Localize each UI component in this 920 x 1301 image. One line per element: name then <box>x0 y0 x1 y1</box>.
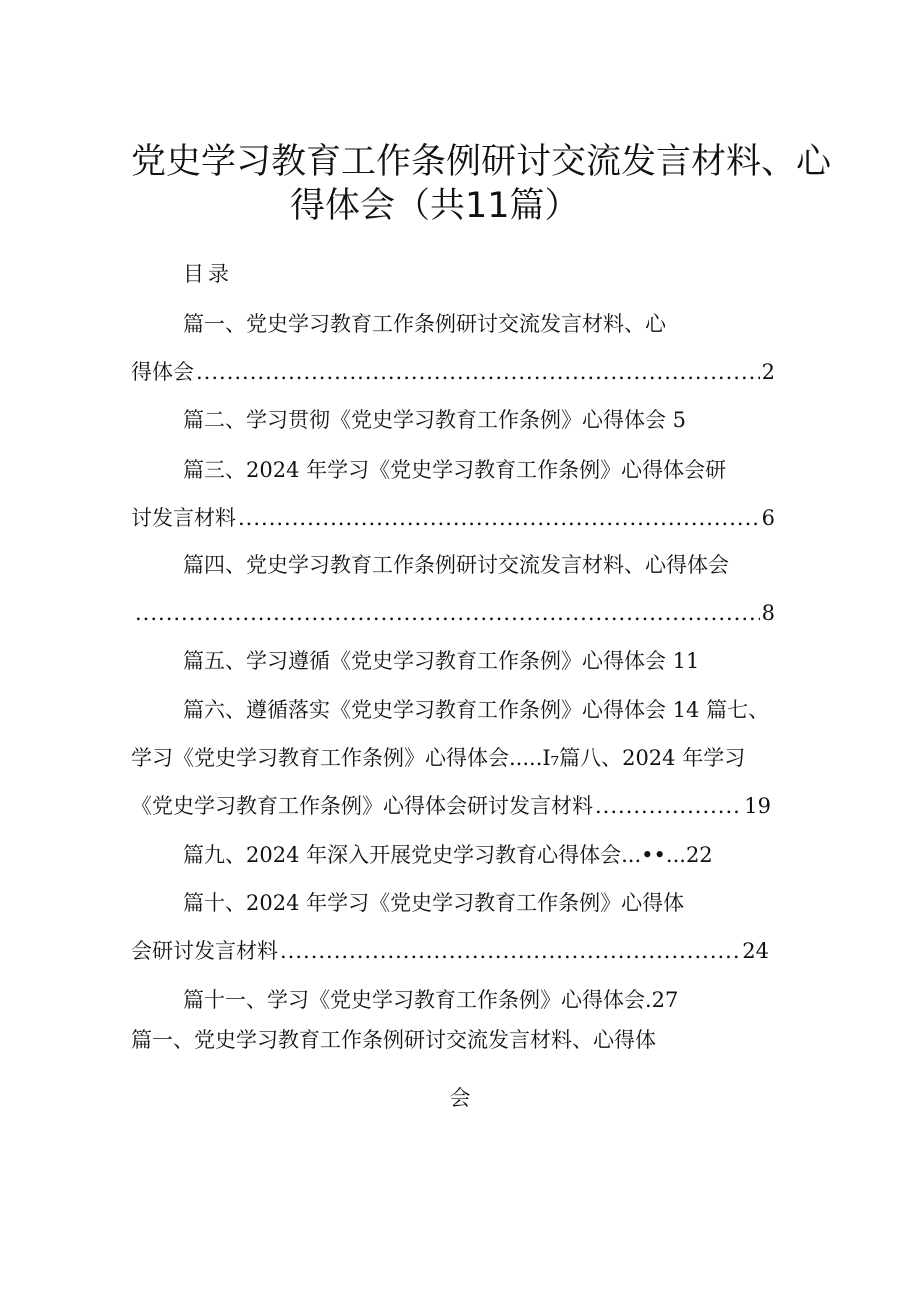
toc-item-1-text: 得体会 <box>131 360 194 384</box>
toc-item-4-page: 8 <box>761 601 775 625</box>
toc-item-6-line-3 <box>131 791 771 821</box>
toc-item-1-line-1: 篇一、党史学习教育工作条例研讨交流发言材料、心 <box>183 312 666 336</box>
dot-leader <box>196 357 760 387</box>
dot-leader <box>280 936 740 966</box>
document-title-line-2: 得体会（共11篇） <box>290 186 580 226</box>
toc-item-4-line-2 <box>133 598 775 628</box>
body-heading-line-1: 篇一、党史学习教育工作条例研讨交流发言材料、心得体 <box>131 1028 656 1052</box>
toc-item-10-line-1: 篇十、2024 年学习《党史学习教育工作条例》心得体 <box>183 891 685 915</box>
toc-item-1-line-2 <box>131 357 775 387</box>
dot-leader <box>238 503 760 533</box>
toc-item-6-line-1: 篇六、遵循落实《党史学习教育工作条例》心得体会 14 篇七、 <box>183 698 770 722</box>
dot-leader <box>595 791 742 821</box>
toc-item-6-line-2: 学习《党史学习教育工作条例》心得体会.....I₇篇八、2024 年学习 <box>131 746 746 770</box>
toc-item-1-page: 2 <box>761 360 775 384</box>
toc-item-3-text: 讨发言材料 <box>131 506 236 530</box>
toc-item-10-text: 会研讨发言材料 <box>131 939 278 963</box>
toc-item-4-line-1: 篇四、党史学习教育工作条例研讨交流发言材料、心得体会 <box>183 553 729 577</box>
dot-leader <box>135 598 760 628</box>
toc-item-8-page: 19 <box>744 794 771 818</box>
toc-item-10-page: 24 <box>742 939 769 963</box>
toc-item-5: 篇五、学习遵循《党史学习教育工作条例》心得体会 11 <box>183 649 700 673</box>
toc-item-3-line-1: 篇三、2024 年学习《党史学习教育工作条例》心得体会研 <box>183 458 727 482</box>
toc-item-3-line-2 <box>131 503 775 533</box>
toc-item-3-page: 6 <box>761 506 775 530</box>
toc-item-2: 篇二、学习贯彻《党史学习教育工作条例》心得体会 5 <box>183 408 687 432</box>
toc-item-10-line-2 <box>131 936 769 966</box>
toc-item-11: 篇十一、学习《党史学习教育工作条例》心得体会.27 <box>183 988 679 1012</box>
toc-heading: 目录 <box>183 262 233 286</box>
document-title-line-1: 党史学习教育工作条例研讨交流发言材料、心 <box>131 142 832 182</box>
toc-item-8-text: 《党史学习教育工作条例》心得体会研讨发言材料 <box>131 794 593 818</box>
body-heading-line-2: 会 <box>449 1086 471 1110</box>
toc-item-9: 篇九、2024 年深入开展党史学习教育心得体会...••...22 <box>183 843 713 867</box>
